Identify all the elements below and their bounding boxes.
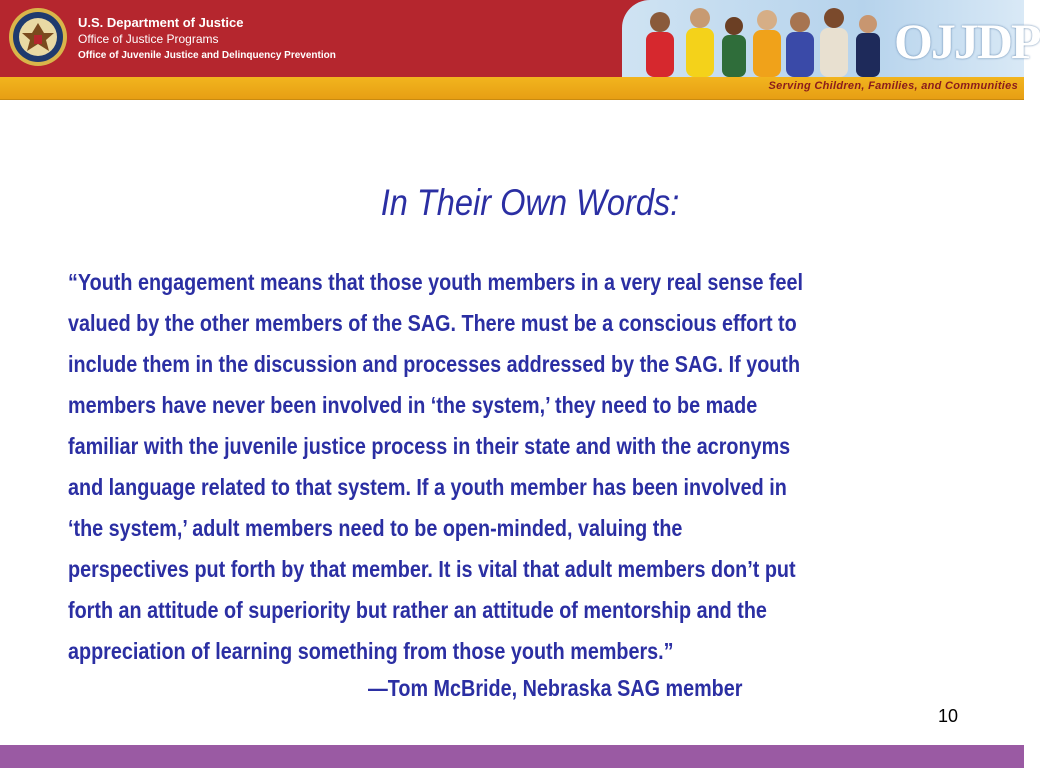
footer-bar — [0, 745, 1024, 768]
quote-line: ‘the system,’ adult members need to be open-minded, valuing the — [68, 515, 683, 541]
quote-attribution: —Tom McBride, Nebraska SAG member — [368, 675, 743, 701]
quote-line: include them in the discussion and processes addressed by the SAG. If youth — [68, 351, 801, 377]
ojjdp-logo: OJJDP — [894, 13, 1040, 69]
quote-line: members have never been involved in ‘the system,’ they need to be made — [68, 392, 758, 418]
org-line-3: Office of Juvenile Justice and Delinquency Prevention — [78, 50, 336, 61]
org-name-block — [78, 14, 336, 64]
quote-line: “Youth engagement means that those youth members in a very real sense feel — [68, 269, 804, 295]
slide-title: In Their Own Words: — [380, 182, 680, 223]
doj-seal-icon — [8, 7, 68, 67]
quote-line: valued by the other members of the SAG. There must be a conscious effort to — [68, 310, 797, 336]
quote-line: appreciation of learning something from those youth members.” — [68, 638, 674, 664]
quote-line: familiar with the juvenile justice process in their state and with the acronyms — [68, 433, 791, 459]
quote-line: and language related to that system. If a youth member has been involved in — [68, 474, 787, 500]
tagline: Serving Children, Families, and Communities — [768, 80, 1018, 92]
quote-block — [68, 262, 988, 672]
quote-line: forth an attitude of superiority but rather an attitude of mentorship and the — [68, 597, 767, 623]
page-number: 10 — [938, 706, 959, 726]
header-banner — [0, 0, 1040, 100]
header-divider — [0, 99, 1024, 100]
org-line-2: Office of Justice Programs — [78, 32, 219, 46]
quote-line: perspectives put forth by that member. It is vital that adult members don’t put — [68, 556, 796, 582]
org-line-1: U.S. Department of Justice — [78, 15, 244, 30]
